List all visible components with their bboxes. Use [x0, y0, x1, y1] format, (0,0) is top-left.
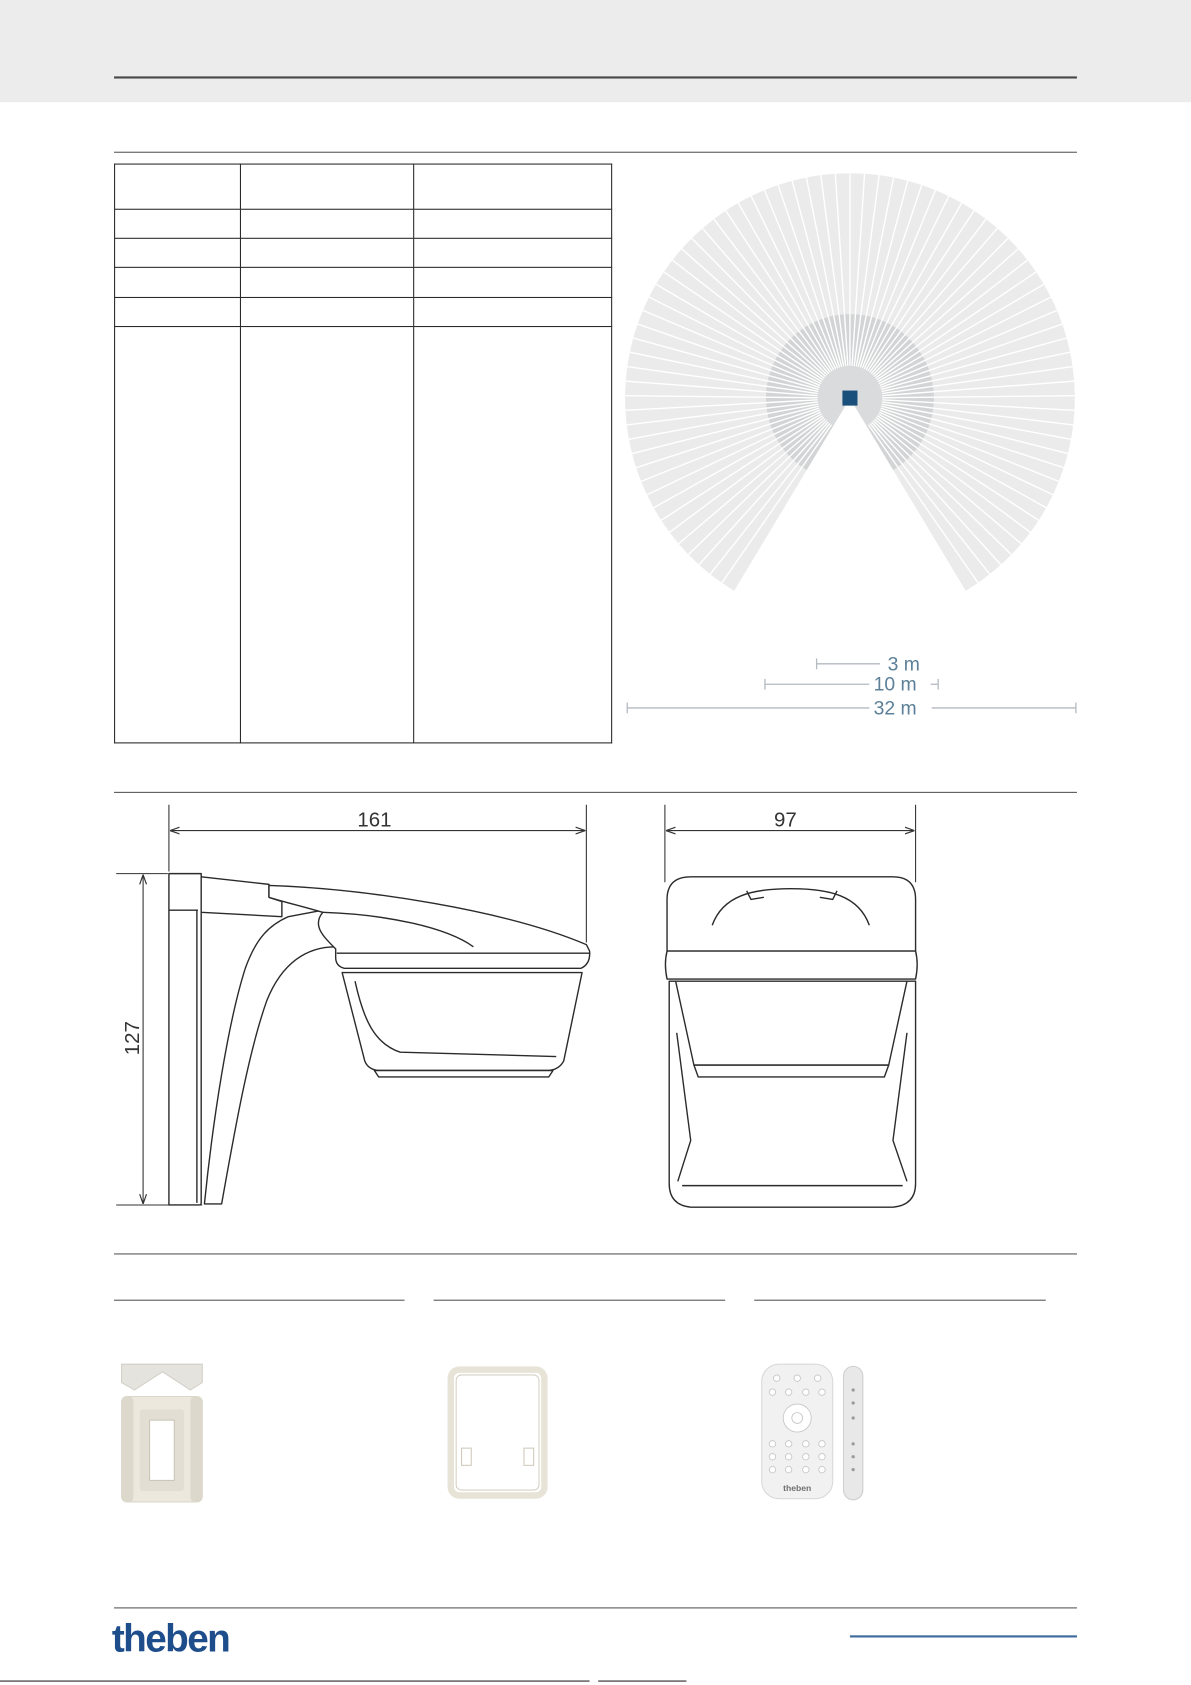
bottom-edge-mark: [0, 1681, 590, 1682]
remote-button: [814, 1375, 820, 1381]
remote-button: [819, 1389, 825, 1395]
frame-inner-edge: [456, 1375, 539, 1490]
remote-side-button: [852, 1388, 855, 1391]
front-view-drawing: [665, 877, 917, 1207]
dimension-front-width: 97: [774, 808, 797, 832]
remote-button: [819, 1466, 825, 1472]
range-label-32m: 32 m: [873, 697, 917, 720]
remote-side-button: [852, 1455, 855, 1458]
remote-button: [819, 1454, 825, 1460]
theben-logo: theben: [111, 1615, 230, 1661]
sensor-head-top: [667, 877, 916, 951]
dimension-height: 127: [120, 1021, 144, 1056]
footer-accent-line: [850, 1635, 1077, 1637]
remote-side-button: [852, 1416, 855, 1419]
remote-button: [769, 1466, 775, 1472]
support-arm: [204, 910, 344, 1204]
detection-range-diagram: [625, 173, 1075, 591]
remote-button: [785, 1454, 791, 1460]
accessory-corner-bracket: [122, 1364, 203, 1502]
remote-side-button: [852, 1468, 855, 1471]
lens-base: [374, 1071, 553, 1077]
remote-dpad-center: [792, 1413, 803, 1424]
remote-button: [785, 1441, 791, 1447]
frame-window: [150, 1420, 175, 1480]
frame-clip-right: [524, 1448, 534, 1465]
remote-button: [785, 1389, 791, 1395]
range-scale: [627, 658, 1076, 713]
remote-button: [803, 1454, 809, 1460]
bottom-edge-mark: [598, 1681, 686, 1682]
head-band: [665, 951, 917, 979]
remote-button: [769, 1441, 775, 1447]
remote-brand-logo: theben: [783, 1483, 812, 1494]
accessory-frame: [451, 1370, 545, 1496]
remote-button: [819, 1441, 825, 1447]
remote-button: [769, 1389, 775, 1395]
remote-button: [803, 1389, 809, 1395]
side-view-drawing: [169, 874, 590, 1205]
front-lens: [676, 981, 907, 1065]
remote-button: [794, 1375, 800, 1381]
remote-button: [774, 1375, 780, 1381]
remote-button: [785, 1466, 791, 1472]
remote-button: [803, 1441, 809, 1447]
accessory-remote-control: [762, 1364, 863, 1500]
sensor-position-marker: [842, 391, 857, 406]
remote-button: [803, 1466, 809, 1472]
remote-side-button: [852, 1442, 855, 1445]
frame-shade-left: [122, 1396, 134, 1501]
frame-outline: [451, 1370, 545, 1496]
range-label-10m: 10 m: [873, 673, 917, 696]
dimension-side-width: 161: [357, 808, 392, 832]
remote-button: [769, 1454, 775, 1460]
corner-bracket-piece: [122, 1364, 203, 1390]
range-label-3m: 3 m: [887, 653, 920, 676]
frame-shade-right: [190, 1396, 202, 1501]
remote-side-view: [843, 1366, 862, 1499]
front-lens-base: [694, 1065, 889, 1077]
frame-clip-left: [462, 1448, 472, 1465]
remote-side-button: [852, 1401, 855, 1404]
